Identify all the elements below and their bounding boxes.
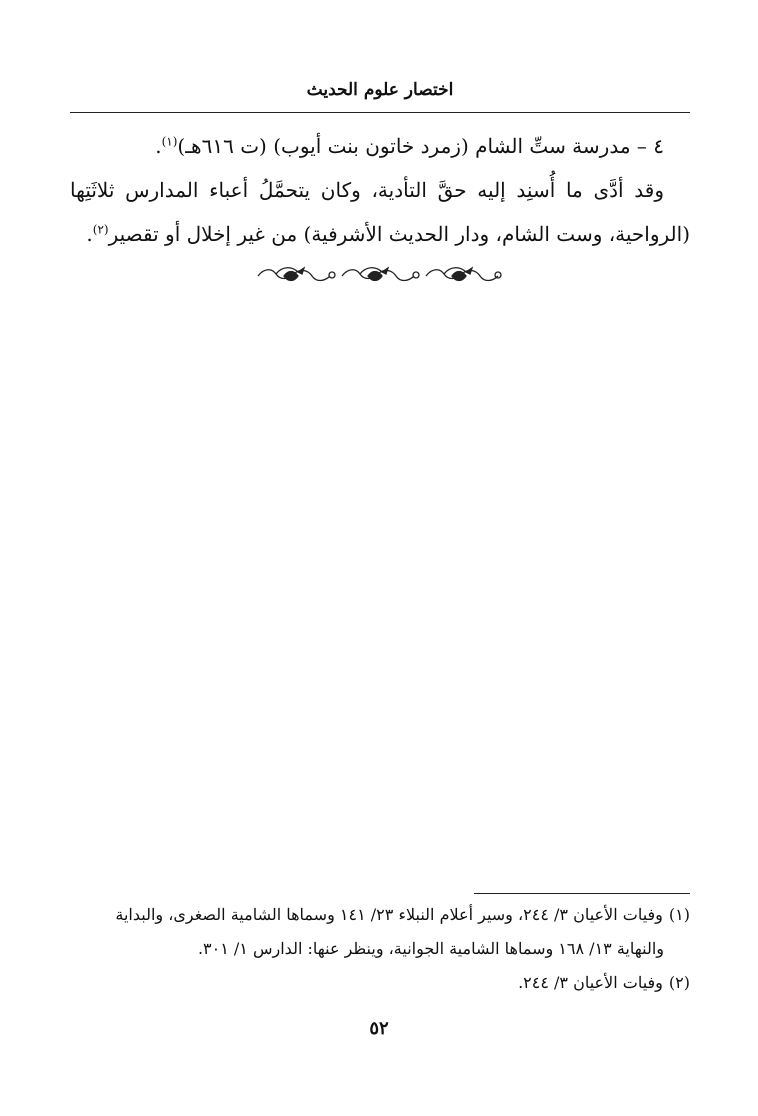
paragraph-end: . <box>86 222 93 246</box>
footnote-number: (٢) <box>668 973 690 992</box>
list-item-end: . <box>155 134 162 158</box>
paragraph <box>70 168 690 256</box>
running-head: اختصار علوم الحديث <box>306 80 454 100</box>
list-item-4 <box>70 124 690 168</box>
footnote-1 <box>70 898 690 932</box>
footnote-1-continued: والنهاية ١٣/ ١٦٨ وسماها الشامية الجوانية، وينظر عنها: الدارس ١/ ٣٠١. <box>197 939 664 958</box>
footnote-rule <box>474 893 690 894</box>
footnote-ref-2[interactable]: (٢) <box>92 222 109 237</box>
floral-ornament-icon <box>254 262 504 288</box>
footnotes <box>70 898 690 1000</box>
footnote-2 <box>70 966 690 1000</box>
paragraph-text: وقد أدَّى ما أُسنِد إليه حقَّ التأدية، وكان يتحمَّلُ أعباء المدارس ثلاثَتِها (الرواحية، وست الشام، ودار الحديث الأشرفية) من غير إخلال أو تقصير <box>70 178 690 246</box>
main-text <box>70 124 690 256</box>
footnote-text: وفيات الأعيان ٣/ ٢٤٤. <box>518 973 663 992</box>
page-number: ٥٢ <box>369 1018 389 1039</box>
header-rule <box>70 112 690 113</box>
footnote-ref-1[interactable]: (١) <box>161 134 178 149</box>
footnote-text: وفيات الأعيان ٣/ ٢٤٤، وسير أعلام النبلاء ٢٣/ ١٤١ وسماها الشامية الصغرى، والبداية <box>115 905 663 924</box>
list-item-text: ٤ – مدرسة ستِّ الشام (زمرد خاتون بنت أيوب) (ت ٦١٦هـ) <box>177 134 664 158</box>
footnote-number: (١) <box>668 905 690 924</box>
